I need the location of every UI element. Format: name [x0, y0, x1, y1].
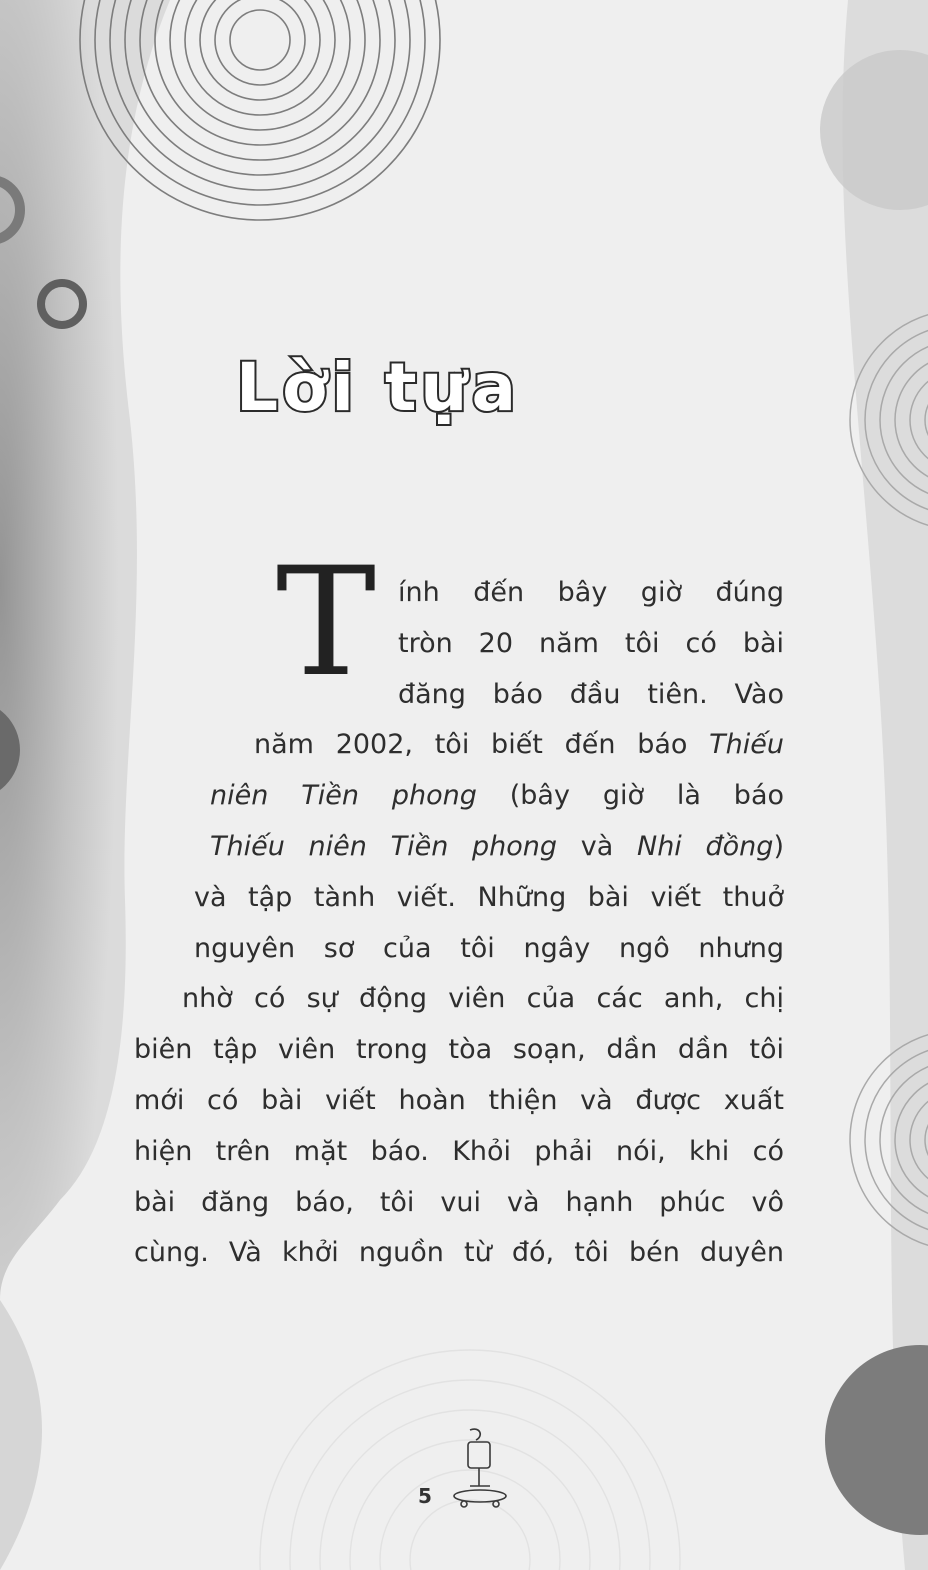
text-run: hiện trên mặt báo. Khỏi phải nói, khi có [134, 1135, 784, 1167]
text-line [134, 1178, 784, 1229]
dark-circle-decoration [825, 1345, 928, 1535]
text-run: nhờ có sự động viên của các anh, chị [182, 983, 784, 1015]
text-run: và tập tành viết. Những bài viết thuở [194, 881, 784, 913]
text-run: bài đăng báo, tôi vui và hạnh phúc vô [134, 1186, 784, 1218]
text-line [182, 974, 784, 1025]
text-line [194, 873, 784, 924]
text-run: đăng báo đầu tiên. Vào [398, 678, 784, 710]
text-run: ính đến bây giờ đúng [398, 577, 784, 608]
drop-cap: T [276, 536, 377, 710]
italic-text: Thiếu niên Tiền phong [210, 830, 558, 862]
text-run: tròn 20 năm tôi có bài [398, 627, 784, 659]
text-line [134, 1076, 784, 1127]
page-title: Lời tựa [236, 349, 521, 426]
text-run: biên tập viên trong tòa soạn, dần dần tôi [134, 1034, 784, 1066]
mascot-illustration-icon [440, 1424, 512, 1508]
text-run: nguyên sơ của tôi ngây ngô nhưng [194, 932, 784, 964]
text-line [210, 822, 784, 873]
page-number: 5 [418, 1484, 432, 1508]
text-line [398, 670, 784, 721]
text-run: (bây giờ là báo [476, 780, 785, 812]
text-run: và [557, 830, 637, 862]
text-line [210, 771, 784, 822]
italic-text: Thiếu [709, 729, 784, 761]
body-text [134, 568, 784, 1279]
text-line [398, 619, 784, 670]
text-line [134, 1025, 784, 1076]
italic-text: niên Tiền phong [210, 780, 477, 812]
right-shaded-band [842, 0, 928, 1570]
text-line [254, 720, 784, 771]
italic-text: Nhi đồng [637, 830, 774, 862]
text-run: mới có bài viết hoàn thiện và được xuất [134, 1084, 784, 1116]
text-line [194, 924, 784, 975]
text-run: năm 2002, tôi biết đến báo [254, 729, 710, 761]
text-line [134, 1228, 784, 1279]
text-run: ) [773, 830, 784, 862]
text-run: cùng. Và khởi nguồn từ đó, tôi bén duyên [134, 1237, 784, 1269]
text-line [398, 568, 784, 619]
text-line [134, 1127, 784, 1178]
